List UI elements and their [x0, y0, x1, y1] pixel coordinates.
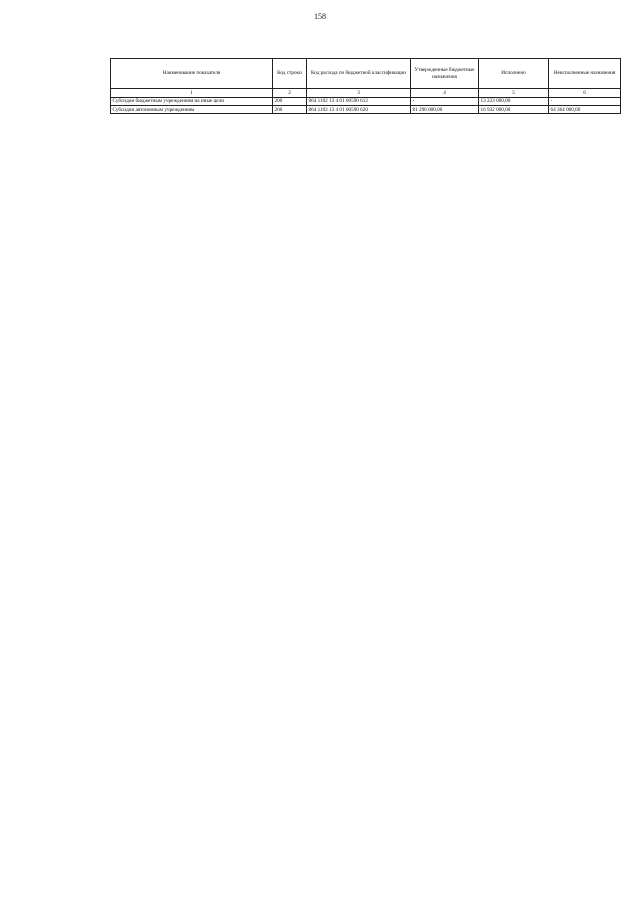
cell-budget-code: 864 1102 13 4 01 00590 612	[307, 97, 411, 105]
column-number: 5	[479, 89, 549, 97]
cell-executed: 16 932 000,00	[479, 105, 549, 113]
header-row	[111, 59, 621, 89]
cell-line-code: 200	[273, 97, 307, 105]
column-number: 3	[307, 89, 411, 97]
cell-remaining: -	[549, 97, 621, 105]
column-number: 1	[111, 89, 273, 97]
column-number-row	[111, 89, 621, 97]
column-number: 6	[549, 89, 621, 97]
budget-table	[110, 58, 621, 114]
cell-budget-code: 864 1102 13 4 01 00590 620	[307, 105, 411, 113]
cell-executed: 13 223 000,00	[479, 97, 549, 105]
table-row	[111, 105, 621, 113]
page-number: 158	[314, 12, 326, 21]
table-row	[111, 97, 621, 105]
cell-indicator-name: Субсидии бюджетным учреждениям на иные цели	[111, 97, 273, 105]
header-executed: Исполнено	[479, 59, 549, 89]
cell-indicator-name: Субсидии автономным учреждениям	[111, 105, 273, 113]
table-body	[111, 97, 621, 114]
column-number: 4	[411, 89, 479, 97]
header-approved: Утвержденные бюджетные назначения	[411, 59, 479, 89]
cell-approved: 81 296 000,00	[411, 105, 479, 113]
cell-approved: -	[411, 97, 479, 105]
header-line-code: Код строки	[273, 59, 307, 89]
header-budget-code: Код расхода по бюджетной классификации	[307, 59, 411, 89]
header-remaining: Неисполненные назначения	[549, 59, 621, 89]
cell-remaining: 64 364 000,00	[549, 105, 621, 113]
header-indicator-name: Наименование показателя	[111, 59, 273, 89]
column-number: 2	[273, 89, 307, 97]
cell-line-code: 200	[273, 105, 307, 113]
budget-execution-report	[110, 58, 620, 114]
